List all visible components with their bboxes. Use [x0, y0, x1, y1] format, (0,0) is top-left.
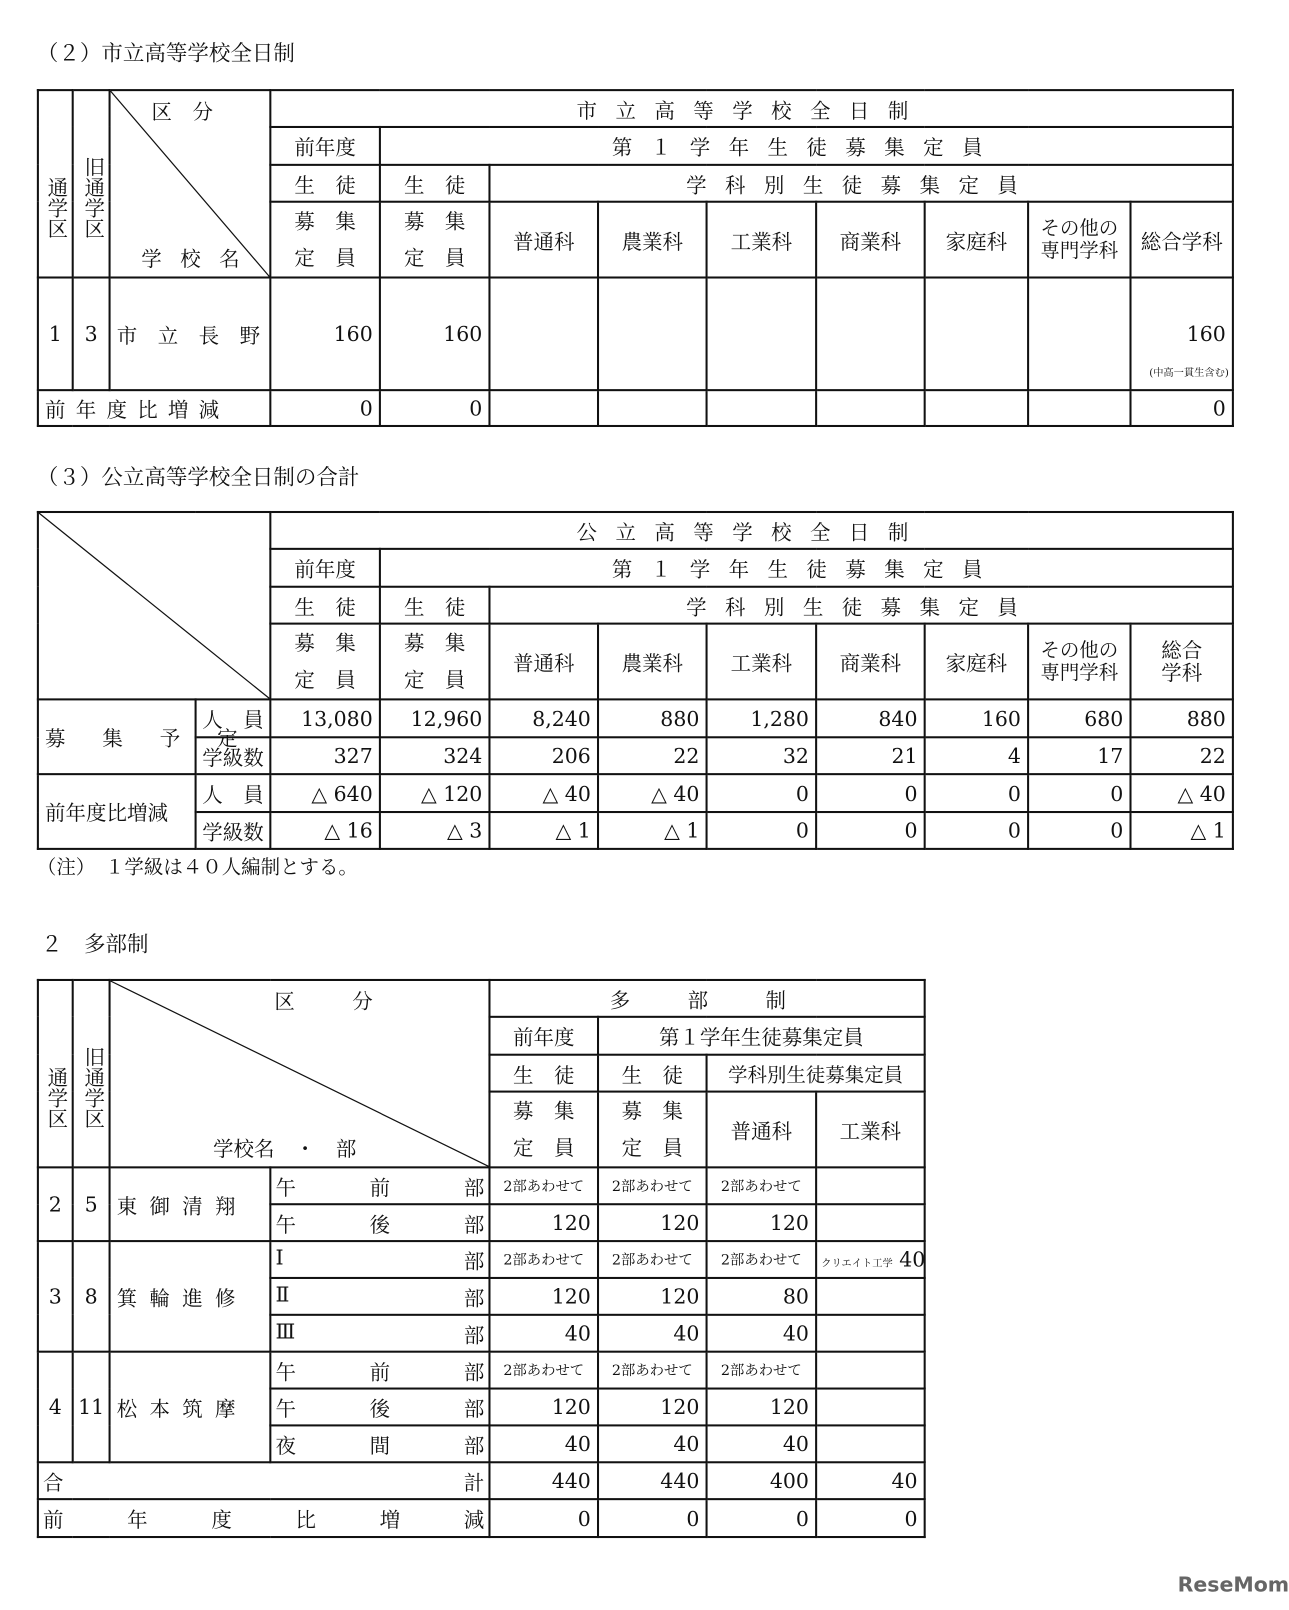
- diff-label: 増: [379, 1507, 401, 1532]
- table-row: [38, 1241, 925, 1278]
- dept-other: その他の専門学科: [1028, 202, 1130, 278]
- combined-note: 2部あわせて: [489, 1241, 598, 1278]
- value-cell: 40: [707, 1315, 817, 1352]
- header-tsu: 通学区: [38, 980, 73, 1167]
- cell-kyu: 3: [73, 278, 110, 391]
- header-title: 多 部 制: [489, 980, 924, 1017]
- cell-tsu: 4: [38, 1352, 73, 1463]
- kougyou-course-name: クリエイト工学: [821, 1258, 893, 1270]
- value-cell: [816, 1167, 925, 1204]
- plan_people-cell: 160: [925, 699, 1028, 737]
- combined-note: 2部あわせて: [489, 1167, 598, 1204]
- dept-sogo: 総合学科: [1130, 624, 1232, 700]
- diff_classes-cell: 0: [707, 812, 817, 849]
- total-cell: 40: [816, 1462, 925, 1499]
- diff-label: 度: [211, 1507, 232, 1532]
- diff-sogo: 0: [1130, 390, 1232, 426]
- header-kubun-diagonal: [110, 980, 490, 1167]
- dept-other: その他の専門学科: [1028, 624, 1130, 700]
- header-title: 市立高等学校全日制: [270, 90, 1233, 127]
- plan_classes-cell: 21: [816, 737, 925, 774]
- diff-label: 年: [127, 1507, 148, 1532]
- part-label: 部: [463, 1285, 485, 1311]
- part-label: 間: [369, 1433, 391, 1458]
- note: （注） １学級は４０人編制とする。: [36, 856, 358, 879]
- plan_classes-cell: 327: [270, 737, 380, 774]
- table-row-diff-classes: [38, 812, 1233, 849]
- header-cur-4: 定 員: [621, 1135, 684, 1161]
- diff_classes-cell: △ 1: [1130, 812, 1232, 849]
- plan_people-cell: 880: [598, 699, 707, 737]
- header-prev-4: 定 員: [294, 245, 356, 271]
- dept-sogo: 総合学科: [1130, 202, 1232, 278]
- header-dept: 学科別生徒募集定員: [707, 1055, 925, 1092]
- diff-cur: 0: [380, 390, 490, 426]
- part-label: 部: [463, 1211, 485, 1237]
- value-cell: 120: [489, 1278, 598, 1315]
- total-cell: 440: [598, 1462, 707, 1499]
- plan_people-cell: 680: [1028, 699, 1130, 737]
- plan_classes-cell: 17: [1028, 737, 1130, 774]
- header-prev: 前年度: [270, 549, 380, 587]
- value-cell: 120: [598, 1204, 707, 1241]
- cell-sogo-note: (中高一貫生含む): [1149, 367, 1229, 379]
- header-prev: 前年度: [489, 1017, 598, 1055]
- value-cell: [816, 1278, 925, 1315]
- header-school: 学校名: [141, 246, 259, 272]
- header-kyu: 旧通学区: [73, 980, 110, 1167]
- value-cell: [816, 1315, 925, 1352]
- dept-kogyo: 工業科: [707, 624, 817, 700]
- part-label: 部: [463, 1175, 485, 1200]
- header-prev-3: 募 集: [294, 630, 356, 656]
- value-cell: 40: [598, 1315, 707, 1352]
- people-label: 人 員: [196, 699, 271, 737]
- diff-prev: 0: [270, 390, 380, 426]
- header-school: 学校名 ・ 部: [212, 1136, 357, 1162]
- header-prev-3: 募 集: [294, 208, 356, 234]
- header-first-year: 第１学年生徒募集定員: [598, 1017, 925, 1055]
- part-label: 後: [369, 1211, 391, 1237]
- dept-katei: 家庭科: [925, 202, 1028, 278]
- cell-kyu: 8: [73, 1241, 110, 1352]
- value-cell: 120: [598, 1278, 707, 1315]
- diff_people-cell: △ 40: [489, 774, 598, 812]
- diff_classes-cell: 0: [925, 812, 1028, 849]
- total-label: 計: [463, 1469, 485, 1495]
- diff-label: 比: [295, 1507, 316, 1532]
- value-cell: [816, 1352, 925, 1389]
- plan_people-cell: 1,280: [707, 699, 817, 737]
- part-label: 部: [463, 1322, 485, 1348]
- diff_people-cell: 0: [707, 774, 817, 812]
- city-school-table: [37, 89, 1234, 427]
- plan_people-cell: 8,240: [489, 699, 598, 737]
- value-cell: 40: [707, 1425, 817, 1462]
- diff-cell: 0: [707, 1499, 817, 1537]
- combined-note: 2部あわせて: [598, 1241, 707, 1278]
- part-label: 部: [463, 1433, 485, 1458]
- table-row-diff: [38, 774, 1233, 812]
- diff_classes-cell: △ 1: [598, 812, 707, 849]
- resemom-logo: ReseMom: [1177, 1571, 1289, 1597]
- table-row-total: [38, 1462, 925, 1499]
- part-label: 午: [275, 1396, 296, 1421]
- combined-note: 2部あわせて: [707, 1241, 817, 1278]
- classes-label: 学級数: [196, 737, 271, 774]
- value-cell: 120: [598, 1389, 707, 1426]
- total-cell: 440: [489, 1462, 598, 1499]
- plan_people-cell: 13,080: [270, 699, 380, 737]
- combined-note: 2部あわせて: [707, 1167, 817, 1204]
- people-label: 人 員: [196, 774, 271, 812]
- plan-label: 募 集 予 定: [38, 699, 196, 774]
- table-row-diff: [38, 1499, 925, 1537]
- diff-cell: 0: [598, 1499, 707, 1537]
- header-dept: 学科別生徒募集定員: [489, 165, 1233, 202]
- header-prev-4: 定 員: [294, 667, 356, 693]
- header-prev: 前年度: [270, 127, 380, 165]
- part-label: 部: [463, 1396, 485, 1421]
- value-cell: [816, 1389, 925, 1426]
- combined-note: 2部あわせて: [707, 1352, 817, 1389]
- cell-school-name: 箕輪進修: [110, 1241, 271, 1352]
- cell-school-name: 東御清翔: [110, 1167, 271, 1241]
- combined-note: 2部あわせて: [598, 1352, 707, 1389]
- diff-label: 前年度比増減: [38, 390, 270, 426]
- plan_classes-cell: 324: [380, 737, 490, 774]
- diff_people-cell: △ 40: [598, 774, 707, 812]
- cell-school-name: 市 立 長 野: [110, 278, 271, 391]
- header-cur-3: 募 集: [621, 1098, 684, 1124]
- value-cell: [816, 1425, 925, 1462]
- cell-kyu: 11: [73, 1352, 110, 1463]
- dept-futsu: 普通科: [707, 1092, 817, 1168]
- value-cell: 120: [707, 1204, 817, 1241]
- table-row: [38, 1167, 925, 1204]
- diff_classes-cell: 0: [1028, 812, 1130, 849]
- combined-note: 2部あわせて: [489, 1352, 598, 1389]
- multipart-table: [37, 979, 926, 1538]
- diff_people-cell: △ 640: [270, 774, 380, 812]
- value-cell: 120: [489, 1389, 598, 1426]
- diff_classes-cell: 0: [816, 812, 925, 849]
- section-heading-public-total: （３）公立高等学校全日制の合計: [36, 464, 360, 490]
- part-label: Ⅲ: [275, 1318, 296, 1343]
- dept-shogyo: 商業科: [816, 624, 925, 700]
- plan_people-cell: 880: [1130, 699, 1232, 737]
- value-cell: 40: [598, 1425, 707, 1462]
- diff-label: 前: [43, 1507, 64, 1532]
- diff-cell: 0: [816, 1499, 925, 1537]
- diff_people-cell: 0: [1028, 774, 1130, 812]
- part-label: 夜: [275, 1433, 296, 1458]
- header-dept: 学科別生徒募集定員: [489, 587, 1233, 624]
- dept-kogyo: 工業科: [816, 1092, 925, 1168]
- diff_people-cell: 0: [816, 774, 925, 812]
- total-label: 合: [43, 1469, 64, 1495]
- plan_classes-cell: 22: [1130, 737, 1232, 774]
- dept-futsu: 普通科: [489, 202, 598, 278]
- dept-shogyo: 商業科: [816, 202, 925, 278]
- dept-nogyo: 農業科: [598, 202, 707, 278]
- header-kyu: 旧通学区: [73, 90, 110, 277]
- header-kubun-diagonal: [110, 90, 271, 277]
- cell-tsu: 3: [38, 1241, 73, 1352]
- part-label: 午: [275, 1175, 296, 1200]
- header-cur-2: 生 徒: [380, 165, 490, 202]
- header-cur-2: 生 徒: [380, 587, 490, 624]
- plan_people-cell: 12,960: [380, 699, 490, 737]
- dept-futsu: 普通科: [489, 624, 598, 700]
- diff-label: 前年度比増減: [38, 774, 196, 849]
- part-label: Ⅰ: [275, 1244, 284, 1270]
- value-cell: 120: [707, 1389, 817, 1426]
- plan_classes-cell: 22: [598, 737, 707, 774]
- header-prev-2: 生 徒: [489, 1055, 598, 1092]
- header-prev-4: 定 員: [513, 1135, 575, 1161]
- diff_classes-cell: △ 16: [270, 812, 380, 849]
- table-row-diff: [38, 390, 1233, 426]
- dept-nogyo: 農業科: [598, 624, 707, 700]
- cell-tsu: 1: [38, 278, 73, 391]
- value-cell: 120: [489, 1204, 598, 1241]
- table-row: [38, 1352, 925, 1389]
- plan_people-cell: 840: [816, 699, 925, 737]
- diff_classes-cell: △ 1: [489, 812, 598, 849]
- dept-katei: 家庭科: [925, 624, 1028, 700]
- section-heading-city: （２）市立高等学校全日制: [36, 40, 295, 66]
- part-label: 部: [463, 1359, 485, 1384]
- cell-school-name: 松本筑摩: [110, 1352, 271, 1463]
- cell-prev: 160: [270, 278, 380, 391]
- header-prev-2: 生 徒: [270, 587, 380, 624]
- diff_people-cell: △ 40: [1130, 774, 1232, 812]
- header-prev-3: 募 集: [513, 1098, 575, 1124]
- public-total-table: [37, 511, 1234, 850]
- dept-kogyo: 工業科: [707, 202, 817, 278]
- header-cur-3: 募 集: [403, 630, 466, 656]
- header-cur-4: 定 員: [403, 667, 466, 693]
- value-cell: [816, 1204, 925, 1241]
- cell-tsu: 2: [38, 1167, 73, 1241]
- header-cur-2: 生 徒: [598, 1055, 707, 1092]
- header-cur-3: 募 集: [403, 208, 466, 234]
- part-label: 午: [275, 1359, 296, 1384]
- classes-label: 学級数: [196, 812, 271, 849]
- part-label: 午: [275, 1211, 296, 1237]
- part-label: 前: [369, 1175, 391, 1200]
- value-cell: 40: [489, 1315, 598, 1352]
- plan_classes-cell: 32: [707, 737, 817, 774]
- part-label: 前: [369, 1359, 391, 1384]
- header-cur-4: 定 員: [403, 245, 466, 271]
- header-kubun: 区 分: [151, 99, 213, 124]
- diff_classes-cell: △ 3: [380, 812, 490, 849]
- cell-sogo: 160: [1186, 321, 1226, 347]
- value-cell: 40: [489, 1425, 598, 1462]
- diff_people-cell: △ 120: [380, 774, 490, 812]
- diff-label: 減: [463, 1507, 485, 1532]
- header-tsu: 通学区: [38, 90, 73, 277]
- diff_people-cell: 0: [925, 774, 1028, 812]
- table-row-plan-classes: [38, 737, 1233, 774]
- table-row: [38, 278, 1233, 391]
- plan_classes-cell: 4: [925, 737, 1028, 774]
- value-cell: 40: [899, 1247, 926, 1272]
- cell-kyu: 5: [73, 1167, 110, 1241]
- part-label: 部: [463, 1248, 485, 1274]
- header-kubun: 区 分: [274, 989, 392, 1014]
- part-label: Ⅱ: [275, 1281, 290, 1307]
- table-row-plan: [38, 699, 1233, 737]
- total-cell: 400: [707, 1462, 817, 1499]
- combined-note: 2部あわせて: [598, 1167, 707, 1204]
- header-prev-2: 生 徒: [270, 165, 380, 202]
- header-first-year: 第１学年生徒募集定員: [380, 127, 1233, 165]
- header-diagonal: [38, 512, 270, 699]
- section-heading-multipart: ２ 多部制: [40, 931, 149, 957]
- header-title: 公立高等学校全日制: [270, 512, 1233, 549]
- diff-cell: 0: [489, 1499, 598, 1537]
- value-cell: 80: [707, 1278, 817, 1315]
- plan_classes-cell: 206: [489, 737, 598, 774]
- cell-cur: 160: [380, 278, 490, 391]
- part-label: 後: [369, 1396, 391, 1421]
- header-first-year: 第１学年生徒募集定員: [380, 549, 1233, 587]
